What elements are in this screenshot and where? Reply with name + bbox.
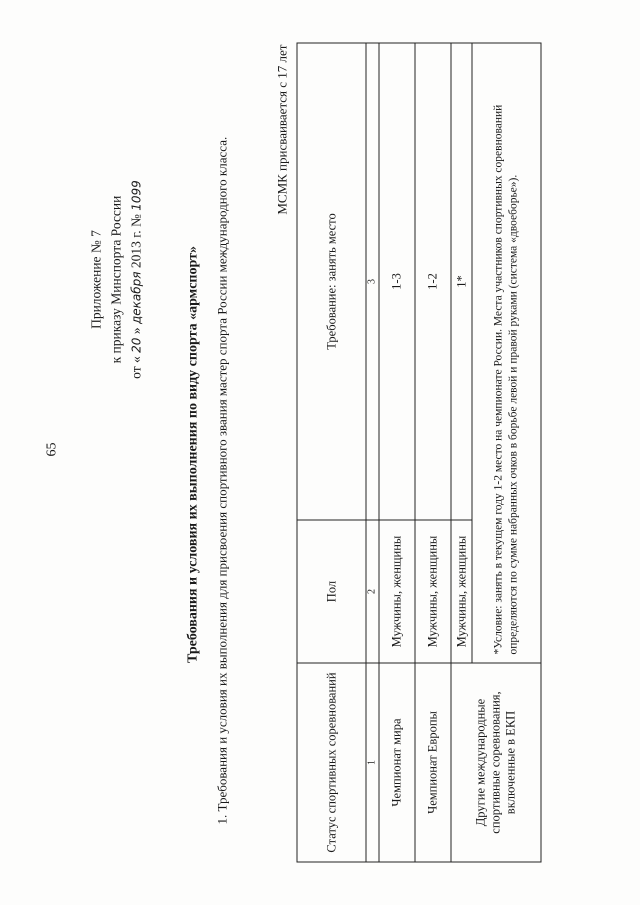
appendix-line-1: Приложение № 7 — [88, 230, 104, 329]
row-status: Чемпионат мира — [379, 663, 415, 862]
paragraph-1: 1. Требования и условия их выполнения для присвоения спортивного звания мастер спорта России международного класса. — [214, 136, 230, 825]
row-place: 1-2 — [415, 43, 451, 520]
appendix-block — [87, 130, 147, 430]
table-row — [451, 43, 472, 862]
order-number: 1099 — [129, 180, 144, 211]
table-number-row — [366, 43, 379, 862]
row-sex: Мужчины, женщины — [415, 520, 451, 663]
col-number-1: 1 — [366, 663, 379, 862]
col-number-3: 3 — [366, 43, 379, 520]
rotated-content — [1, 0, 640, 905]
date-quote-close: » — [128, 327, 144, 335]
row-sex: Мужчины, женщины — [451, 520, 472, 663]
appendix-line-3 — [127, 130, 147, 430]
document-title: Требования и условия их выполнения по виду спорта «армспорт» — [185, 246, 201, 663]
row-place: 1-3 — [379, 43, 415, 520]
row-status: Чемпионат Европы — [415, 663, 451, 862]
col-number-2: 2 — [366, 520, 379, 663]
header-sex: Пол — [297, 520, 366, 663]
appendix-line-2: к приказу Минспорта России — [108, 195, 124, 364]
requirements-table — [297, 43, 542, 863]
row-place: 1* — [451, 43, 472, 520]
table-row — [379, 43, 415, 862]
header-place: Требование: занять место — [297, 43, 366, 520]
page-number: 65 — [44, 442, 60, 457]
age-note: МСМК присваивается с 17 лет — [274, 44, 290, 215]
date-month: декабря — [129, 271, 144, 325]
condition-note: *Условие: занять в текущем году 1-2 место на чемпионате России. Места участников спортивных соревнований определяются по сумме набранных очков в борьбе левой и правой руками (система «двоеборье»). — [472, 43, 541, 663]
row-sex: Мужчины, женщины — [379, 520, 415, 663]
row-status: Другие международные спортивные соревнования, включенные в ЕКП — [451, 663, 541, 862]
date-day: 20 — [129, 337, 144, 353]
table-row — [415, 43, 451, 862]
date-year: 2013 г. № — [128, 214, 144, 269]
table-header-row — [297, 43, 366, 862]
date-prefix: от « — [128, 356, 144, 379]
header-status: Статус спортивных соревнований — [297, 663, 366, 862]
